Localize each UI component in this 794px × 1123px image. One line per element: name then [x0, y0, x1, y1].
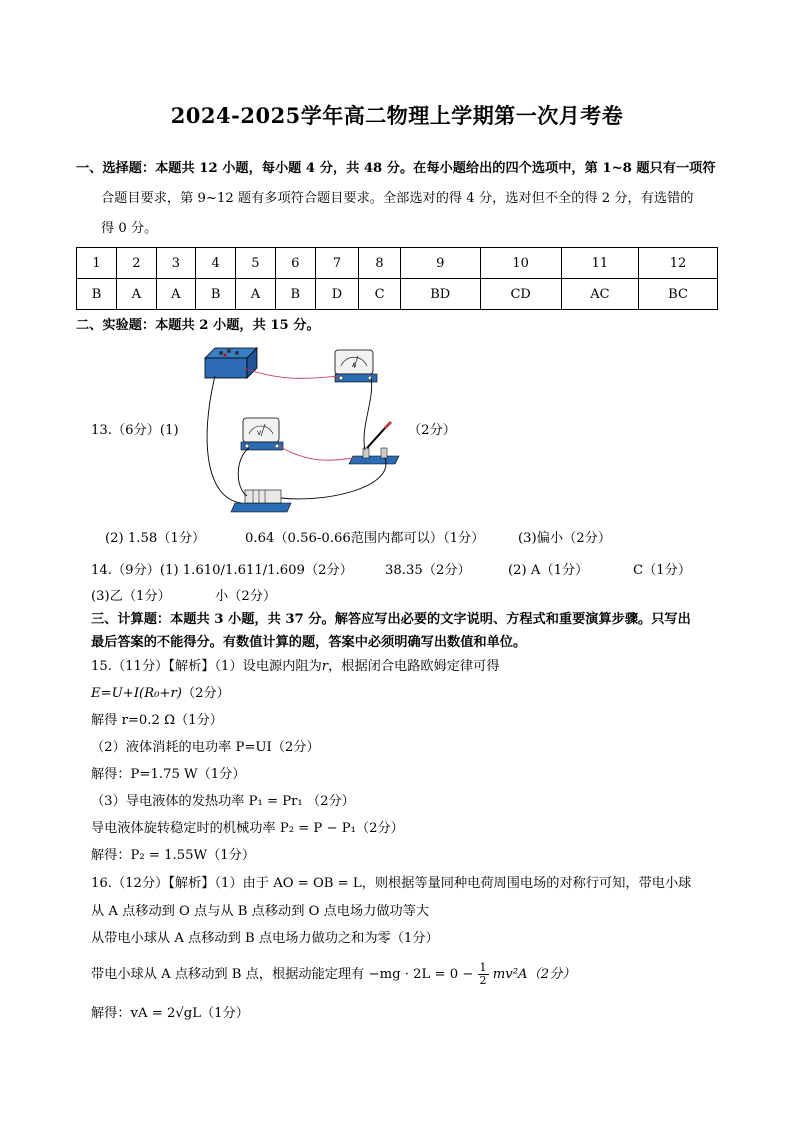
answer-table-answer-cell: A	[117, 279, 156, 310]
answer-table-number-cell: 12	[639, 248, 718, 279]
answer-table-number-cell: 2	[117, 248, 156, 279]
answer-table-answer-cell: C	[359, 279, 401, 310]
q13-part2-b: 0.64（0.56-0.66范围内都可以）（1分）	[245, 531, 485, 546]
q14-line1-c: (2) A（1分）	[508, 563, 589, 578]
answer-table-number-cell: 4	[196, 248, 236, 279]
q15-sol2: 解得：P=1.75 W（1分）	[91, 767, 246, 782]
answer-table-number-cell: 3	[156, 248, 195, 279]
q14-line2-a: (3)乙（1分）	[91, 589, 171, 604]
answer-table-answer-cell: B	[196, 279, 236, 310]
ammeter-label: A	[352, 362, 357, 369]
answer-table-number-cell: 9	[400, 248, 480, 279]
q15-eq1-formula: E=U+I(R₀+r)	[91, 686, 182, 701]
answer-table-number-cell: 11	[561, 248, 638, 279]
answer-table-number-row	[77, 248, 718, 279]
fraction-denominator: 2	[479, 974, 487, 987]
q14-line1-a: 14.（9分）(1) 1.610/1.611/1.609（2分）	[91, 563, 353, 578]
switch-icon	[349, 422, 399, 464]
answer-table-answer-cell: A	[236, 279, 275, 310]
answer-table-number-cell: 5	[236, 248, 275, 279]
q16-line4	[91, 960, 575, 990]
q16-line1: 16.（12分）【解析】（1）由于 AO = OB = L，则根据等量同种电荷周围电场的对称行可知，带电小球	[91, 876, 692, 891]
q15-sol3: 解得：P₂ = 1.55W（1分）	[91, 848, 256, 863]
section1-line1: 一、选择题：本题共 12 小题，每小题 4 分，共 48 分。在每小题给出的四个选项中，第 1~8 题只有一项符	[76, 161, 716, 176]
q15-line1	[91, 659, 500, 675]
q15-line1-start: 15.（11分）【解析】（1）设电源内阻为	[91, 659, 322, 674]
answer-table-answer-cell: BC	[639, 279, 718, 310]
q15-line2: （2）液体消耗的电功率 P=UI（2分）	[91, 740, 320, 755]
power-supply-icon	[205, 348, 257, 378]
q13-label: 13.（6分）(1)	[91, 423, 179, 438]
answer-table-answer-cell: CD	[480, 279, 561, 310]
q15-line4: 导电液体旋转稳定时的机械功率 P₂ = P − P₁（2分）	[91, 821, 404, 836]
answer-table-answer-cell: AC	[561, 279, 638, 310]
section1-line3: 得 0 分。	[101, 221, 158, 236]
q13-part2-a: (2) 1.58（1分）	[105, 531, 206, 546]
answer-table-answer-cell: A	[156, 279, 195, 310]
fraction-numerator: 1	[479, 961, 487, 974]
circuit-diagram	[195, 338, 410, 523]
q14-line1-d: C（1分）	[633, 563, 692, 578]
section3-line2: 最后答案的不能得分。有数值计算的题，答案中必须明确写出数值和单位。	[91, 635, 527, 650]
answer-table-answer-row	[77, 279, 718, 310]
answer-table-number-cell: 6	[275, 248, 315, 279]
answer-table-answer-cell: D	[315, 279, 358, 310]
ammeter-icon	[335, 350, 377, 382]
wires	[207, 368, 386, 503]
page-title: 2024-2025学年高二物理上学期第一次月考卷	[170, 103, 624, 128]
answer-table	[76, 247, 718, 310]
q16-line3: 从带电小球从 A 点移动到 B 点电场力做功之和为零（1分）	[91, 931, 439, 946]
q16-sol: 解得：vA = 2√gL（1分）	[91, 1006, 249, 1021]
q15-line1-r: r	[321, 659, 329, 674]
answer-table-number-cell: 7	[315, 248, 358, 279]
q14-line1-b: 38.35（2分）	[385, 563, 471, 578]
answer-table-answer-cell: B	[275, 279, 315, 310]
battery-icon	[231, 490, 291, 512]
answer-table-number-cell: 10	[480, 248, 561, 279]
q15-eq1-score: （2分）	[181, 686, 230, 701]
q16-fraction	[478, 962, 489, 987]
section3-line1: 三、计算题：本题共 3 小题，共 37 分。解答应写出必要的文字说明、方程式和重要演算步骤。只写出	[91, 612, 691, 627]
answer-table-number-cell: 8	[359, 248, 401, 279]
q15-eq1	[91, 686, 230, 702]
q16-line4-a: 带电小球从 A 点移动到 B 点，根据动能定理有 −mg · 2L = 0 −	[91, 967, 474, 982]
section1-line2: 合题目要求，第 9~12 题有多项符合题目要求。全部选对的得 4 分，选对但不全的得 2 分，有选错的	[101, 191, 694, 206]
q16-line4-b: mv²A（2分）	[492, 967, 576, 982]
answer-table-number-cell: 1	[77, 248, 117, 279]
q15-line1-end: ，根据闭合电路欧姆定律可得	[328, 659, 500, 674]
section2-heading: 二、实验题：本题共 2 小题，共 15 分。	[76, 318, 320, 333]
voltmeter-label: V	[257, 430, 262, 437]
voltmeter-icon	[241, 418, 283, 450]
answer-table-answer-cell: BD	[400, 279, 480, 310]
q15-sol1: 解得 r=0.2 Ω（1分）	[91, 713, 223, 728]
q15-line3: （3）导电液体的发热功率 P₁ = Pr₁ （2分）	[91, 794, 355, 809]
q13-part3: (3)偏小（2分）	[518, 531, 612, 546]
q14-line2-b: 小（2分）	[215, 589, 277, 604]
answer-table-answer-cell: B	[77, 279, 117, 310]
q13-part1-score: （2分）	[408, 423, 456, 438]
q16-line2: 从 A 点移动到 O 点与从 B 点移动到 O 点电场力做功等大	[91, 904, 430, 919]
